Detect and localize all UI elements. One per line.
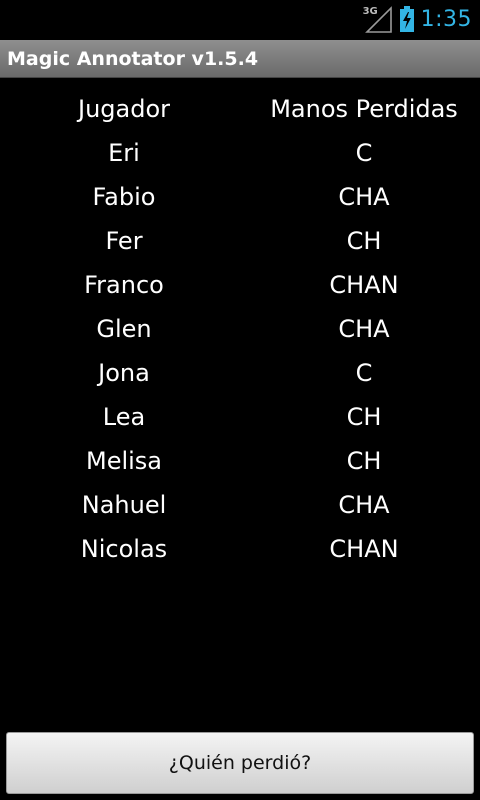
lost-hands-value: CHA [338,183,390,211]
lost-hands-value: CHA [338,315,390,343]
player-name: Eri [108,139,140,167]
network-type-label: 3G [362,6,378,17]
table-row [0,131,480,175]
table-row [0,351,480,395]
lost-hands-value: CH [346,227,382,255]
lost-hands-value: C [355,359,373,387]
table-row [0,307,480,351]
table-row [0,219,480,263]
status-icons [363,0,472,38]
battery-charging-icon [399,6,415,32]
lost-hands-value: CHA [338,491,390,519]
player-name: Fabio [92,183,156,211]
status-clock: 1:35 [420,6,472,32]
player-name: Nahuel [81,491,167,519]
who-lost-button[interactable]: ¿Quién perdió? [6,732,474,794]
status-bar [0,0,480,38]
player-name: Franco [84,271,164,299]
lost-hands-value: CH [346,447,382,475]
player-name: Nicolas [80,535,168,563]
player-name: Glen [96,315,152,343]
player-name: Melisa [85,447,163,475]
column-header-lost-hands: Manos Perdidas [270,95,458,123]
player-name: Fer [105,227,143,255]
table-row [0,175,480,219]
table-row [0,483,480,527]
lost-hands-value: CH [346,403,382,431]
app-title: Magic Annotator v1.5.4 [7,48,259,70]
signal-indicator [363,4,393,34]
lost-hands-value: CHAN [329,271,399,299]
player-name: Lea [102,403,146,431]
signal-icon [363,4,393,34]
table-row [0,439,480,483]
lost-hands-value: C [355,139,373,167]
column-header-player: Jugador [77,95,170,123]
table-row [0,263,480,307]
lost-hands-value: CHAN [329,535,399,563]
table-header-row [0,87,480,131]
table-row [0,527,480,571]
app-title-bar [0,40,480,78]
table-row [0,395,480,439]
lost-hands-table [0,87,480,571]
player-name: Jona [98,359,150,387]
